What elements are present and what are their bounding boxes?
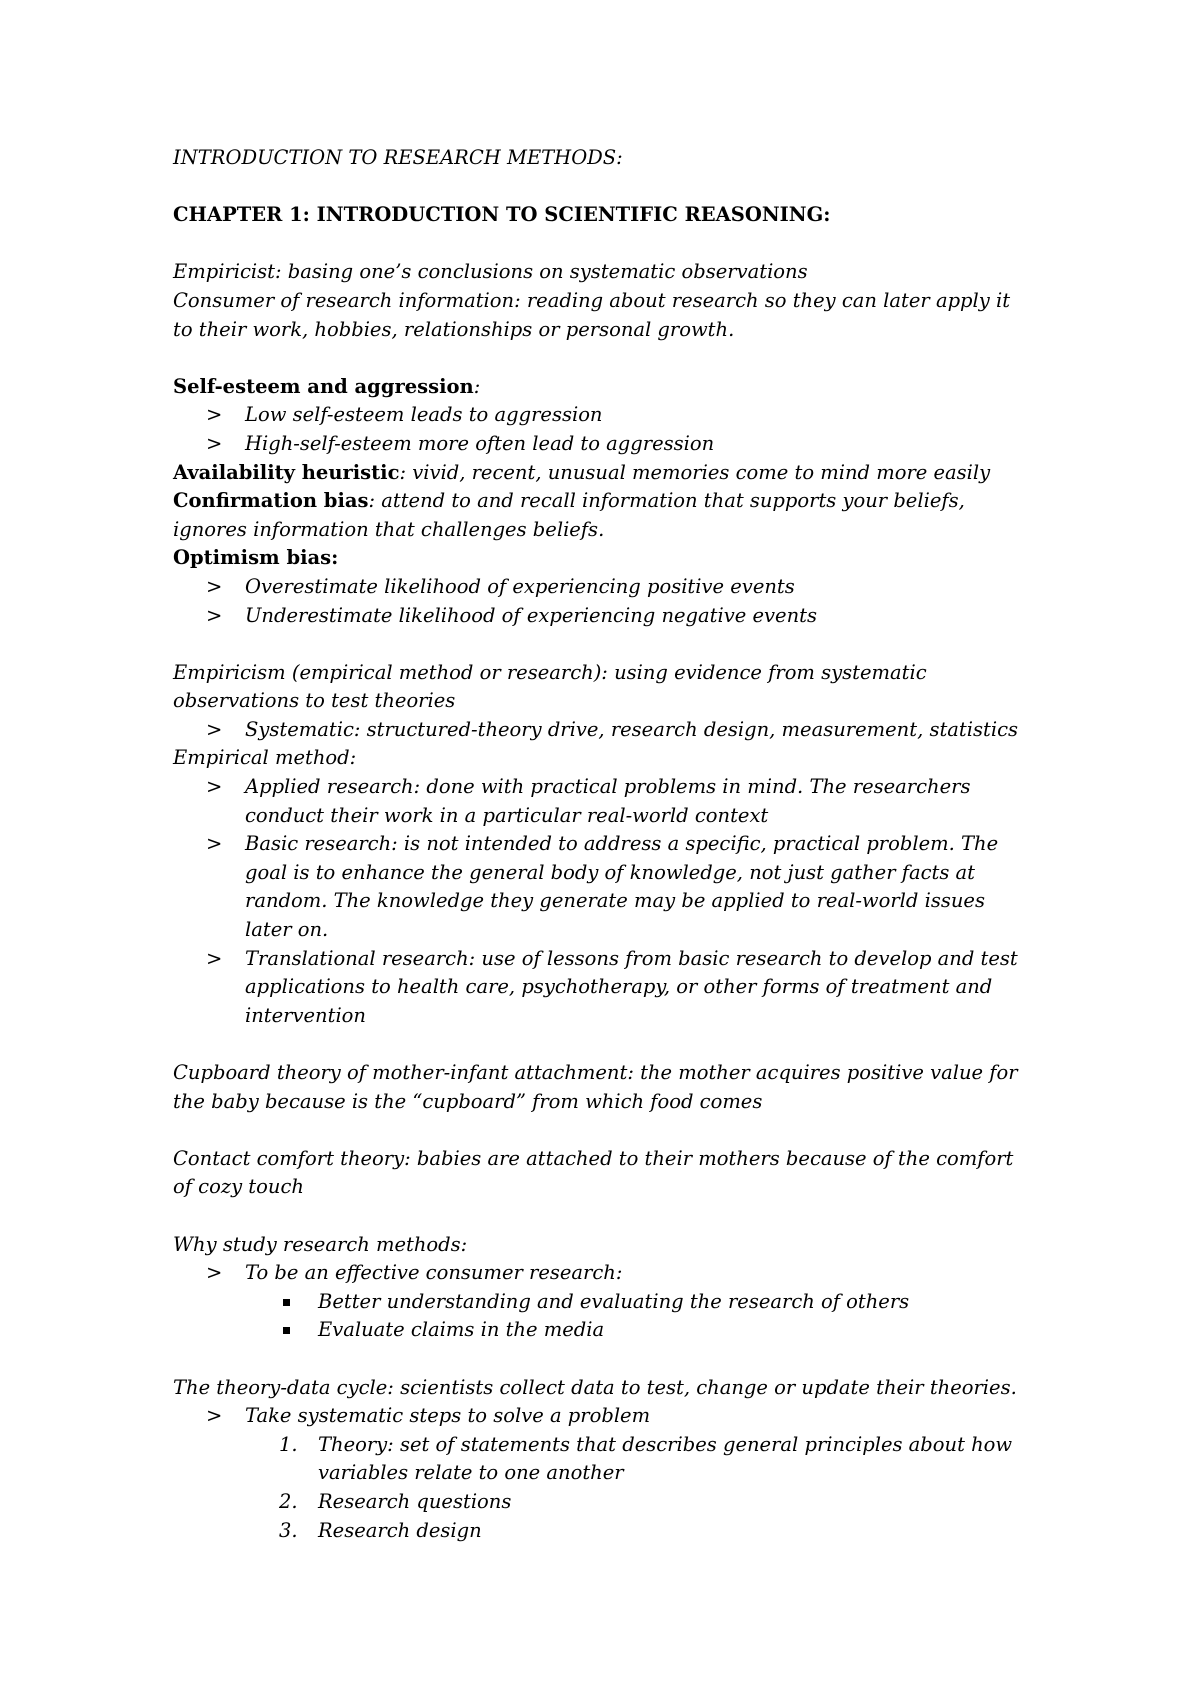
step-number: 1.	[279, 1432, 298, 1456]
cupboard-theory-line-2: the baby because is the “cupboard” from which food comes	[173, 1089, 763, 1113]
numbered-item-research-questions: 2. Research questions	[173, 1488, 1053, 1517]
list-item: > To be an effective consumer research:	[173, 1259, 1053, 1288]
consumer-definition-line-1: Consumer of research information: reading about research so they can later apply it	[173, 288, 1011, 312]
numbered-item-research-design: 3. Research design	[173, 1517, 1053, 1546]
step-number: 3.	[279, 1518, 298, 1542]
list-item: > Low self-esteem leads to aggression	[173, 401, 1053, 430]
list-item: > Take systematic steps to solve a problem	[173, 1402, 1053, 1431]
list-item-translational-research: > Translational research: use of lessons from basic research to develop and test applications to health care, psychotherapy, or other forms of treatment and intervention	[206, 946, 1018, 1027]
consumer-definition-line-2: to their work, hobbies, relationships or personal growth.	[173, 317, 735, 341]
list-item: > High-self-esteem more often lead to aggression	[173, 430, 1053, 459]
square-bullet-icon	[283, 1327, 290, 1334]
sub-list-item: Evaluate claims in the media	[173, 1316, 1053, 1345]
arrow-bullet-icon: >	[206, 1261, 223, 1285]
theory-data-cycle-definition: The theory-data cycle: scientists collect data to test, change or update their theories.	[173, 1375, 1017, 1399]
empiricism-definition-line-2: observations to test theories	[173, 689, 456, 713]
document-header: INTRODUCTION TO RESEARCH METHODS:	[173, 146, 623, 169]
confirmation-bias-definition: Confirmation bias: attend to and recall information that supports your beliefs,	[173, 489, 965, 513]
sub-list-item: Better understanding and evaluating the research of others	[173, 1288, 1053, 1317]
list-item: > Underestimate likelihood of experiencing negative events	[173, 602, 1053, 631]
square-bullet-icon	[283, 1299, 290, 1306]
empiricist-definition: Empiricist: basing one’s conclusions on systematic observations	[173, 260, 808, 284]
arrow-bullet-icon: >	[206, 832, 223, 856]
arrow-bullet-icon: >	[206, 403, 223, 427]
cupboard-theory-line-1: Cupboard theory of mother-infant attachment: the mother acquires positive value for	[173, 1061, 1018, 1084]
availability-heuristic-definition: Availability heuristic: vivid, recent, unusual memories come to mind more easily	[173, 460, 991, 484]
optimism-bias-heading: Optimism bias:	[173, 546, 339, 570]
arrow-bullet-icon: >	[206, 1404, 223, 1428]
contact-comfort-line-2: of cozy touch	[173, 1175, 304, 1199]
arrow-bullet-icon: >	[206, 431, 223, 455]
chapter-heading: CHAPTER 1: INTRODUCTION TO SCIENTIFIC REASONING:	[173, 203, 831, 227]
numbered-item-theory: 1. Theory: set of statements that describes general principles about how variables relate to one another	[279, 1432, 1013, 1485]
arrow-bullet-icon: >	[206, 946, 223, 970]
arrow-bullet-icon: >	[206, 717, 223, 741]
list-item: > Overestimate likelihood of experiencing positive events	[173, 573, 1053, 602]
step-number: 2.	[279, 1489, 298, 1513]
document-body	[173, 144, 1053, 1545]
empiricism-definition-line-1: Empiricism (empirical method or research): using evidence from systematic	[173, 660, 927, 684]
arrow-bullet-icon: >	[206, 574, 223, 598]
arrow-bullet-icon: >	[206, 775, 223, 799]
contact-comfort-line-1: Contact comfort theory: babies are attached to their mothers because of the comfort	[173, 1146, 1014, 1170]
self-esteem-heading: Self-esteem and aggression:	[173, 374, 481, 398]
list-item: > Systematic: structured-theory drive, research design, measurement, statistics	[173, 716, 1053, 745]
arrow-bullet-icon: >	[206, 603, 223, 627]
list-item-applied-research: > Applied research: done with practical problems in mind. The researchers conduct their work in a particular real-world context	[206, 775, 971, 827]
why-study-heading: Why study research methods:	[173, 1232, 468, 1256]
list-item-basic-research: > Basic research: is not intended to address a specific, practical problem. The goal is to enhance the general body of knowledge, not just gather facts at random. The knowledge they generate may be applied to real-world issues later on.	[206, 832, 999, 942]
empirical-method-heading: Empirical method:	[173, 746, 357, 770]
confirmation-bias-definition-line-2: ignores information that challenges beliefs.	[173, 517, 605, 541]
